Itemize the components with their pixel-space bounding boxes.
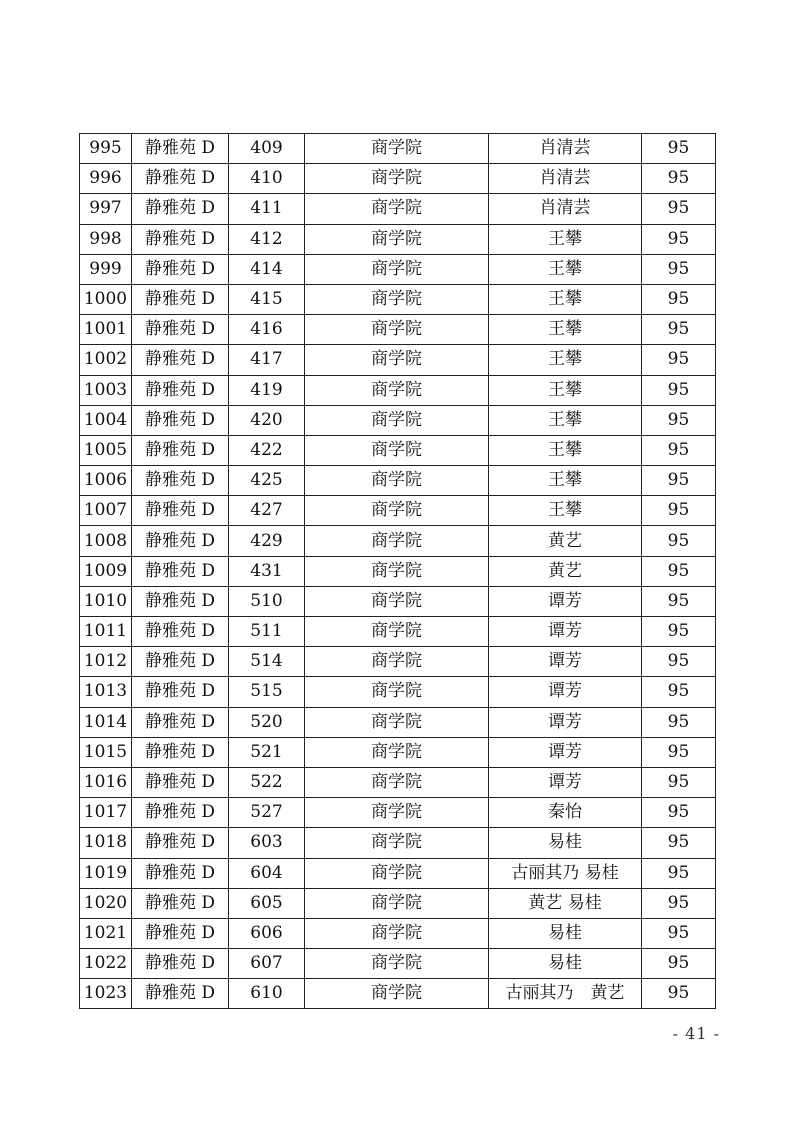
room-cell: 515	[229, 677, 305, 707]
college-cell: 商学院	[305, 798, 489, 828]
row-number-cell: 1009	[80, 556, 132, 586]
row-number-cell: 1004	[80, 405, 132, 435]
score-cell: 95	[642, 496, 716, 526]
row-number-cell: 1000	[80, 284, 132, 314]
building-cell: 静雅苑 D	[132, 405, 229, 435]
room-cell: 514	[229, 647, 305, 677]
room-cell: 431	[229, 556, 305, 586]
college-cell: 商学院	[305, 707, 489, 737]
room-cell: 511	[229, 617, 305, 647]
building-cell: 静雅苑 D	[132, 164, 229, 194]
score-cell: 95	[642, 918, 716, 948]
score-cell: 95	[642, 737, 716, 767]
counselor-cell: 王攀	[489, 284, 642, 314]
building-cell: 静雅苑 D	[132, 345, 229, 375]
college-cell: 商学院	[305, 315, 489, 345]
table-row	[80, 435, 716, 465]
row-number-cell: 1016	[80, 767, 132, 797]
room-cell: 411	[229, 194, 305, 224]
room-cell: 521	[229, 737, 305, 767]
building-cell: 静雅苑 D	[132, 496, 229, 526]
building-cell: 静雅苑 D	[132, 134, 229, 164]
room-cell: 422	[229, 435, 305, 465]
room-cell: 425	[229, 466, 305, 496]
college-cell: 商学院	[305, 284, 489, 314]
table-row	[80, 979, 716, 1009]
table-row	[80, 949, 716, 979]
score-cell: 95	[642, 858, 716, 888]
table-row	[80, 737, 716, 767]
score-cell: 95	[642, 375, 716, 405]
score-cell: 95	[642, 979, 716, 1009]
counselor-cell: 黄艺	[489, 556, 642, 586]
table-row	[80, 828, 716, 858]
college-cell: 商学院	[305, 677, 489, 707]
row-number-cell: 1010	[80, 586, 132, 616]
college-cell: 商学院	[305, 767, 489, 797]
table-row	[80, 677, 716, 707]
table-row	[80, 526, 716, 556]
row-number-cell: 1021	[80, 918, 132, 948]
room-cell: 414	[229, 254, 305, 284]
counselor-cell: 王攀	[489, 224, 642, 254]
room-cell: 520	[229, 707, 305, 737]
score-cell: 95	[642, 224, 716, 254]
score-cell: 95	[642, 466, 716, 496]
room-cell: 527	[229, 798, 305, 828]
table-row	[80, 466, 716, 496]
college-cell: 商学院	[305, 496, 489, 526]
college-cell: 商学院	[305, 435, 489, 465]
row-number-cell: 1008	[80, 526, 132, 556]
counselor-cell: 秦怡	[489, 798, 642, 828]
counselor-cell: 谭芳	[489, 737, 642, 767]
score-cell: 95	[642, 707, 716, 737]
building-cell: 静雅苑 D	[132, 224, 229, 254]
counselor-cell: 王攀	[489, 375, 642, 405]
college-cell: 商学院	[305, 888, 489, 918]
table-row	[80, 858, 716, 888]
score-cell: 95	[642, 315, 716, 345]
row-number-cell: 1018	[80, 828, 132, 858]
table-row	[80, 254, 716, 284]
table-row	[80, 224, 716, 254]
counselor-cell: 易桂	[489, 828, 642, 858]
counselor-cell: 王攀	[489, 405, 642, 435]
building-cell: 静雅苑 D	[132, 254, 229, 284]
college-cell: 商学院	[305, 526, 489, 556]
table-row	[80, 345, 716, 375]
counselor-cell: 王攀	[489, 315, 642, 345]
room-cell: 429	[229, 526, 305, 556]
row-number-cell: 1015	[80, 737, 132, 767]
row-number-cell: 1022	[80, 949, 132, 979]
room-cell: 610	[229, 979, 305, 1009]
counselor-cell: 谭芳	[489, 767, 642, 797]
college-cell: 商学院	[305, 134, 489, 164]
table-row	[80, 134, 716, 164]
college-cell: 商学院	[305, 737, 489, 767]
score-cell: 95	[642, 164, 716, 194]
score-cell: 95	[642, 767, 716, 797]
counselor-cell: 王攀	[489, 496, 642, 526]
college-cell: 商学院	[305, 918, 489, 948]
counselor-cell: 谭芳	[489, 677, 642, 707]
table-row	[80, 375, 716, 405]
room-cell: 605	[229, 888, 305, 918]
counselor-cell: 王攀	[489, 466, 642, 496]
counselor-cell: 谭芳	[489, 647, 642, 677]
row-number-cell: 996	[80, 164, 132, 194]
row-number-cell: 1011	[80, 617, 132, 647]
counselor-cell: 肖清芸	[489, 194, 642, 224]
score-cell: 95	[642, 677, 716, 707]
counselor-cell: 谭芳	[489, 586, 642, 616]
college-cell: 商学院	[305, 858, 489, 888]
counselor-cell: 王攀	[489, 435, 642, 465]
score-cell: 95	[642, 828, 716, 858]
counselor-cell: 黄艺 易桂	[489, 888, 642, 918]
score-cell: 95	[642, 405, 716, 435]
room-cell: 606	[229, 918, 305, 948]
college-cell: 商学院	[305, 828, 489, 858]
building-cell: 静雅苑 D	[132, 979, 229, 1009]
table-row	[80, 164, 716, 194]
college-cell: 商学院	[305, 949, 489, 979]
row-number-cell: 1007	[80, 496, 132, 526]
college-cell: 商学院	[305, 224, 489, 254]
row-number-cell: 1002	[80, 345, 132, 375]
room-cell: 416	[229, 315, 305, 345]
table-row	[80, 707, 716, 737]
table-row	[80, 647, 716, 677]
row-number-cell: 1014	[80, 707, 132, 737]
table-body	[80, 134, 716, 1009]
score-cell: 95	[642, 586, 716, 616]
building-cell: 静雅苑 D	[132, 949, 229, 979]
counselor-cell: 王攀	[489, 254, 642, 284]
score-cell: 95	[642, 798, 716, 828]
row-number-cell: 1017	[80, 798, 132, 828]
room-cell: 417	[229, 345, 305, 375]
college-cell: 商学院	[305, 254, 489, 284]
college-cell: 商学院	[305, 647, 489, 677]
college-cell: 商学院	[305, 586, 489, 616]
building-cell: 静雅苑 D	[132, 284, 229, 314]
building-cell: 静雅苑 D	[132, 918, 229, 948]
building-cell: 静雅苑 D	[132, 435, 229, 465]
row-number-cell: 1001	[80, 315, 132, 345]
row-number-cell: 1006	[80, 466, 132, 496]
college-cell: 商学院	[305, 345, 489, 375]
counselor-cell: 古丽其乃 黄艺	[489, 979, 642, 1009]
college-cell: 商学院	[305, 194, 489, 224]
row-number-cell: 1019	[80, 858, 132, 888]
counselor-cell: 易桂	[489, 949, 642, 979]
room-cell: 419	[229, 375, 305, 405]
score-cell: 95	[642, 556, 716, 586]
score-cell: 95	[642, 888, 716, 918]
room-cell: 409	[229, 134, 305, 164]
row-number-cell: 1005	[80, 435, 132, 465]
table-row	[80, 918, 716, 948]
room-cell: 604	[229, 858, 305, 888]
counselor-cell: 谭芳	[489, 617, 642, 647]
college-cell: 商学院	[305, 556, 489, 586]
building-cell: 静雅苑 D	[132, 828, 229, 858]
room-cell: 420	[229, 405, 305, 435]
room-cell: 412	[229, 224, 305, 254]
row-number-cell: 995	[80, 134, 132, 164]
building-cell: 静雅苑 D	[132, 466, 229, 496]
counselor-cell: 古丽其乃 易桂	[489, 858, 642, 888]
room-cell: 510	[229, 586, 305, 616]
score-cell: 95	[642, 284, 716, 314]
table-row	[80, 194, 716, 224]
college-cell: 商学院	[305, 979, 489, 1009]
room-cell: 410	[229, 164, 305, 194]
table-row	[80, 405, 716, 435]
building-cell: 静雅苑 D	[132, 526, 229, 556]
score-cell: 95	[642, 526, 716, 556]
score-cell: 95	[642, 345, 716, 375]
room-cell: 427	[229, 496, 305, 526]
counselor-cell: 肖清芸	[489, 134, 642, 164]
table-row	[80, 586, 716, 616]
building-cell: 静雅苑 D	[132, 798, 229, 828]
building-cell: 静雅苑 D	[132, 767, 229, 797]
building-cell: 静雅苑 D	[132, 677, 229, 707]
building-cell: 静雅苑 D	[132, 737, 229, 767]
row-number-cell: 1013	[80, 677, 132, 707]
counselor-cell: 易桂	[489, 918, 642, 948]
score-cell: 95	[642, 435, 716, 465]
counselor-cell: 黄艺	[489, 526, 642, 556]
building-cell: 静雅苑 D	[132, 858, 229, 888]
score-cell: 95	[642, 949, 716, 979]
building-cell: 静雅苑 D	[132, 194, 229, 224]
table-row	[80, 767, 716, 797]
score-cell: 95	[642, 647, 716, 677]
score-cell: 95	[642, 254, 716, 284]
college-cell: 商学院	[305, 405, 489, 435]
room-cell: 603	[229, 828, 305, 858]
college-cell: 商学院	[305, 466, 489, 496]
counselor-cell: 谭芳	[489, 707, 642, 737]
building-cell: 静雅苑 D	[132, 617, 229, 647]
score-cell: 95	[642, 194, 716, 224]
building-cell: 静雅苑 D	[132, 375, 229, 405]
row-number-cell: 1023	[80, 979, 132, 1009]
row-number-cell: 1003	[80, 375, 132, 405]
table-row	[80, 798, 716, 828]
college-cell: 商学院	[305, 164, 489, 194]
table-row	[80, 496, 716, 526]
building-cell: 静雅苑 D	[132, 586, 229, 616]
page-number: - 41 -	[672, 1024, 720, 1043]
room-cell: 607	[229, 949, 305, 979]
room-cell: 522	[229, 767, 305, 797]
counselor-cell: 王攀	[489, 345, 642, 375]
row-number-cell: 998	[80, 224, 132, 254]
row-number-cell: 997	[80, 194, 132, 224]
table-row	[80, 556, 716, 586]
college-cell: 商学院	[305, 617, 489, 647]
building-cell: 静雅苑 D	[132, 556, 229, 586]
row-number-cell: 1012	[80, 647, 132, 677]
college-cell: 商学院	[305, 375, 489, 405]
score-cell: 95	[642, 134, 716, 164]
row-number-cell: 1020	[80, 888, 132, 918]
dormitory-score-table	[79, 133, 716, 1009]
table-row	[80, 315, 716, 345]
row-number-cell: 999	[80, 254, 132, 284]
counselor-cell: 肖清芸	[489, 164, 642, 194]
building-cell: 静雅苑 D	[132, 315, 229, 345]
table-row	[80, 888, 716, 918]
building-cell: 静雅苑 D	[132, 647, 229, 677]
table-row	[80, 617, 716, 647]
room-cell: 415	[229, 284, 305, 314]
building-cell: 静雅苑 D	[132, 888, 229, 918]
table-row	[80, 284, 716, 314]
score-cell: 95	[642, 617, 716, 647]
building-cell: 静雅苑 D	[132, 707, 229, 737]
